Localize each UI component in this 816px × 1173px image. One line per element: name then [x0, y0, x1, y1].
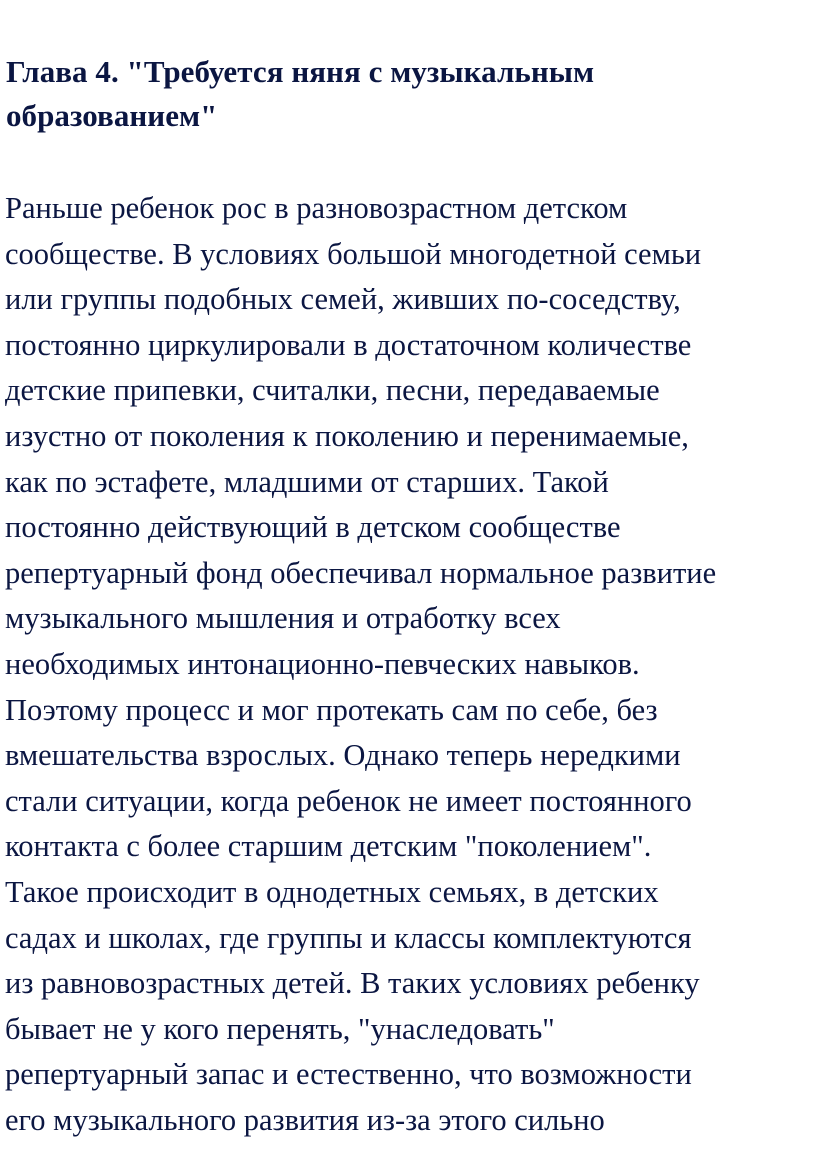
chapter-title-line: образованием": [6, 98, 218, 133]
paragraph-line: сообществе. В условиях большой многодетной семьи: [5, 236, 702, 271]
chapter-title: [6, 50, 594, 138]
paragraph-line: его музыкального развития из-за этого сильно: [5, 1102, 605, 1137]
paragraph-line: Поэтому процесс и мог протекать сам по себе, без: [5, 692, 658, 727]
paragraph-line: стали ситуации, когда ребенок не имеет постоянного: [5, 783, 692, 818]
paragraph-line: репертуарный фонд обеспечивал нормальное развитие: [5, 555, 717, 590]
paragraph-line: или группы подобных семей, живших по-соседству,: [5, 282, 681, 317]
paragraph-line: бывает не у кого перенять, "унаследовать": [5, 1011, 555, 1046]
paragraph-line: изустно от поколения к поколению и перенимаемые,: [5, 418, 689, 453]
paragraph-line: детские припевки, считалки, песни, передаваемые: [5, 373, 660, 408]
paragraph-line: Раньше ребенок рос в разновозрастном детском: [5, 191, 628, 225]
paragraph-line: постоянно циркулировали в достаточном количестве: [5, 327, 692, 362]
paragraph-line: постоянно действующий в детском сообществе: [5, 510, 621, 545]
paragraph-line: репертуарный запас и естественно, что возможности: [5, 1057, 692, 1092]
paragraph-line: музыкального мышления и отработку всех: [5, 601, 561, 636]
paragraph-line: контакта с более старшим детским "поколением".: [5, 829, 652, 864]
chapter-title-line: Глава 4. "Требуется няня с музыкальным: [6, 54, 595, 89]
body-paragraph: [5, 186, 716, 1143]
paragraph-line: из равновозрастных детей. В таких условиях ребенку: [5, 966, 700, 1001]
paragraph-line: необходимых интонационно-певческих навыков.: [5, 646, 640, 681]
paragraph-line: садах и школах, где группы и классы комплектуются: [5, 920, 692, 955]
paragraph-line: вмешательства взрослых. Однако теперь нередкими: [5, 738, 681, 773]
paragraph-line: как по эстафете, младшими от старших. Такой: [5, 464, 609, 499]
paragraph-line: Такое происходит в однодетных семьях, в детских: [5, 874, 659, 909]
